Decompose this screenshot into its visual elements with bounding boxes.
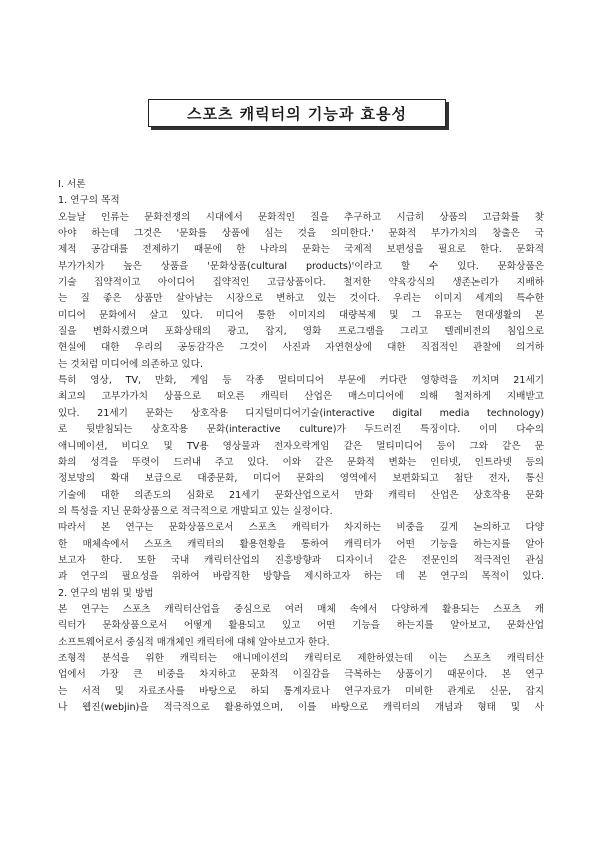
text-line: 과 연구의 필요성을 위하여 바람직한 방향을 제시하고자 하는 데 본 연구의 목적이 있다.	[58, 571, 544, 583]
text-line: 부가가치가 높은 상품을 '문화상품(cultural products)'이라고 할 수 있다. 문화상품은	[58, 260, 544, 272]
text-line: 본 연구는 스포츠 캐릭터산업을 중심으로 여러 매체 속에서 다양하게 활용되는 스포츠 캐	[58, 603, 544, 615]
text-line: 소프트웨어로서 중심적 매개체인 캐릭터에 대해 알아보고자 한다.	[58, 636, 330, 648]
text-line: 오늘날 인류는 문화전쟁의 시대에서 문화적인 질을 추구하고 시급히 상품의 고급화를 찾	[58, 211, 544, 223]
text-line: 질을 변화시켰으며 포화상태의 광고, 잡지, 영화 프로그램을 그리고 텔레비전의 침입으로	[58, 326, 544, 338]
text-line: 아야 하는데 그것은 '문화를 상품에 심는 것을 의미한다.' 문화적 부가가치의 창출은 국	[58, 228, 544, 240]
text-line: 현실에 대한 우리의 공동감각은 그것이 사진과 자연현상에 대한 직접적인 관찰에 의거하	[58, 342, 544, 354]
text-line: 한 매체속에서 스포츠 캐릭터의 활용현황을 통하여 캐릭터가 어떤 기능을 하는지를 알아	[58, 538, 544, 550]
text-line: 는 것처럼 미디어에 의존하고 있다.	[58, 358, 203, 370]
text-line: 업에서 가장 큰 비중을 차지하고 문화적 이질감을 극복하는 상품이기 때문이다. 본 연구	[58, 669, 544, 681]
text-line: 최고의 고부가가치 상품으로 떠오른 캐릭터 산업은 매스미디어에 의해 철저하게 지배받고	[58, 391, 544, 403]
text-line: 조형적 분석을 위한 캐릭터는 애니메이션의 캐릭터로 제한하였는데 이는 스포츠 캐릭터산	[58, 652, 544, 664]
text-line: 기술 집약적이고 아이디어 집약적인 고급상품이다. 철저한 약육강식의 생존논리가 지배하	[58, 277, 544, 289]
text-line: 의 특성을 지닌 문화상품으로 적극적으로 개발되고 있는 실정이다.	[58, 505, 333, 517]
text-line: 는 질 좋은 상품만 살아남는 시장으로 변하고 있는 것이다. 우리는 이미지 세계의 특수한	[58, 293, 544, 305]
text-line: 애니메이션, 비디오 및 TV용 영상물과 전자오락게임 같은 멀티미디어 등이 그와 같은 문	[58, 440, 544, 452]
text-line: 특히 영상, TV, 만화, 게임 등 각종 멀티미디어 부문에 커다란 영향력을 끼치며 21세기	[58, 375, 544, 387]
text-line: 릭터가 문화상품으로서 어떻게 활용되고 있고 어떤 기능을 하는지를 알아보고, 문화산업	[58, 620, 544, 632]
text-line: 화의 성격을 뚜렷이 드러내 주고 있다. 이와 같은 문화적 변화는 인터넷, 인트라넷 등의	[58, 456, 544, 468]
text-line: 미디어 문화에서 살고 있다. 미디어 통한 이미지의 대량복제 및 그 유포는 현대생활의 본	[58, 309, 544, 321]
text-line: 로 뒷받침되는 상호작용 문화(interactive culture)가 두드러진 특징이다. 이미 다수의	[58, 424, 544, 436]
section-heading: Ⅰ. 서론	[58, 179, 86, 190]
document-title: 스포츠 캐릭터의 기능과 효용성	[148, 99, 446, 127]
text-line: 나 웹진(webjin)을 적극적으로 활용하였으며, 이를 바탕으로 캐릭터의 개념과 형태 및 사	[58, 702, 544, 713]
text-line: 기술에 대한 의존도의 심화로 21세기 문화산업으로서 만화 캐릭터 산업은 상호작용 문화	[58, 489, 544, 501]
text-line: 제적 공감대를 전제하기 때문에 한 나라의 문화는 국제적 보편성을 필요로 한다. 문화적	[58, 244, 544, 256]
text-line: 는 서적 및 자료조사를 바탕으로 하되 통계자료나 연구자료가 미비한 관계로 신문, 잡지	[58, 685, 544, 697]
text-line: 있다. 21세기 문화는 상호작용 디지털미디어기술(interactive digital media technology)	[58, 407, 544, 419]
text-line: 보고자 한다. 또한 국내 캐릭터산업의 진흥방향과 디자이너 같은 전문인의 적극적인 관심	[58, 554, 544, 566]
subsection-heading: 2. 연구의 범위 및 방법	[58, 587, 154, 599]
text-line: 따라서 본 연구는 문화상품으로서 스포츠 캐릭터가 차지하는 비중을 깊게 논의하고 다양	[58, 522, 544, 534]
subsection-heading: 1. 연구의 목적	[58, 195, 120, 207]
text-line: 정보망의 확대 보급으로 대중문화, 미디어 문화의 영역에서 보편화되고 첨단 전자, 통신	[58, 473, 544, 485]
body-text	[58, 177, 544, 716]
